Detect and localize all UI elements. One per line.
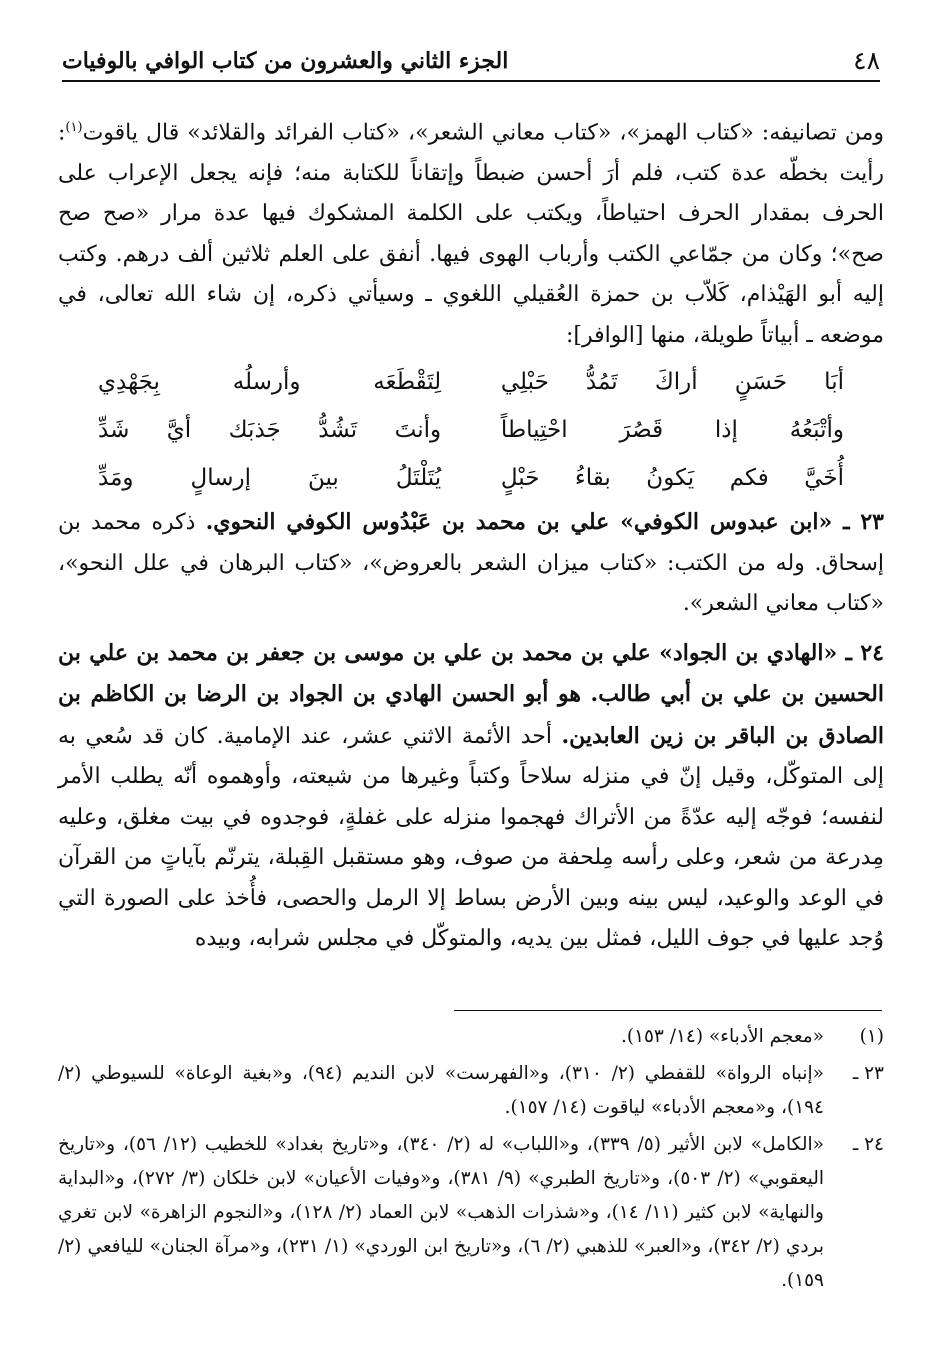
verse-second-hemistich: لِتَقْطَعَه وأرسلُه بِجَهْدِي [98, 369, 442, 396]
intro-paragraph [58, 108, 884, 356]
entry-24-heading: ٢٤ ـ «الهادي بن الجواد» علي بن محمد بن علي بن موسى بن جعفر بن محمد بن علي بن الحسين بن علي بن أبي طالب. هو أبو الحسن الهادي بن الجواد بن الرضا بن الكاظم بن الصادق بن الباقر بن زين العابدين. [58, 639, 885, 749]
verse-first-hemistich: وأتْبَعُهُ إذا قَصُرَ احْتِياطاً [500, 417, 844, 444]
poem-verses [58, 358, 884, 502]
page-number: ٤٨ [853, 46, 880, 75]
verse-line [58, 454, 884, 502]
intro-text-continued: : رأيت بخطّه عدة كتب، فلم أرَ أحسن ضبطاً وإتقاناً للكتابة منه؛ فإنه يجعل الإعراب على الحرف بمقدار الحرف احتياطاً، ويكتب على الكلمة المشكوك فيها عدة مرار «صح صح صح»؛ وكان من جمّاعي الكتب وأرباب الهوى فيها. أنفق على العلم ثلاثين ألف درهم. وكتب إليه أبو الهَيْذام، كَلاّب بن حمزة العُقيلي اللغوي ـ وسيأتي ذكره، إن شاء الله تعالى، في موضعه ـ أبياتاً طويلة، منها [الوافر]: [58, 120, 884, 348]
entry-24 [58, 633, 884, 960]
entry-23 [58, 502, 884, 625]
verse-first-hemistich: أبَا حَسَنٍ أراكَ تَمُدُّ حَبْلِي [500, 369, 844, 396]
footnote-text: «الكامل» لابن الأثير (٥/ ٣٣٩)، و«اللباب» له (٢/ ٣٤٠)، و«تاريخ بغداد» للخطيب (١٢/ ٥٦)، و«تاريخ اليعقوبي» (٢/ ٥٠٣)، و«تاريخ الطبري» (٩/ ٣٨١)، و«وفيات الأعيان» لابن خلكان (٣/ ٢٧٢)، و«البداية والنهاية» لابن كثير (١١/ ١٤)، و«شذرات الذهب» لابن العماد (٢/ ١٢٨)، و«النجوم الزاهرة» لابن تغري بردي (٢/ ٣٤٢)، و«العبر» للذهبي (٢/ ٦)، و«تاريخ ابن الوردي» (١/ ٢٣١)، و«مرآة الجنان» لليافعي (٢/ ١٥٩). [58, 1134, 825, 1291]
footnote-ref: ٢٤ ـ [852, 1134, 884, 1155]
footnotes [58, 1020, 884, 1301]
verse-second-hemistich: يُتَلْتَلُ بينَ إرسالٍ ومَدِّ [98, 465, 442, 492]
entry-23-heading: ٢٣ ـ «ابن عبدوس الكوفي» علي بن محمد بن عَبْدُوس الكوفي النحوي. [205, 509, 884, 536]
verse-line [58, 358, 884, 406]
footnote-divider [454, 1010, 882, 1011]
running-title: الجزء الثاني والعشرون من كتاب الوافي بالوفيات [62, 48, 509, 74]
footnote [58, 1128, 884, 1298]
footnote-ref: (١) [859, 1026, 884, 1047]
intro-text: ومن تصانيفه: «كتاب الهمز»، «كتاب معاني الشعر»، «كتاب الفرائد والقلائد» قال ياقوت [82, 120, 884, 146]
page-header [62, 42, 880, 82]
footnote [58, 1057, 884, 1125]
verse-second-hemistich: وأنتَ تَشُدُّ جَذبَك أيَّ شَدِّ [98, 417, 442, 444]
entry-23-text: ذكره محمد بن إسحاق. وله من الكتب: «كتاب ميزان الشعر بالعروض»، «كتاب البرهان في علل النحو»، «كتاب معاني الشعر». [58, 510, 884, 617]
footnote-marker: (١) [65, 120, 83, 135]
footnote-ref: ٢٣ ـ [852, 1063, 884, 1084]
main-text [58, 108, 884, 960]
footnote-text: «إنباه الرواة» للقفطي (٢/ ٣١٠)، و«الفهرست» لابن النديم (٩٤)، و«بغية الوعاة» للسيوطي (٢/ ١٩٤)، و«معجم الأدباء» لياقوت (١٤/ ١٥٧). [58, 1063, 825, 1118]
entry-24-text: أحد الأئمة الاثني عشر، عند الإمامية. كان قد سُعي به إلى المتوكّل، وقيل إنّ في منزله سلاحاً وكتباً وغيرها من شيعته، وأوهموه أنّه يطلب الأمر لنفسه؛ فوجّه إليه عدّةً من الأتراك فهجموا منزله على غفلةٍ، فوجدوه في بيت مغلق، وعليه مِدرعة من شعر، وعلى رأسه مِلحفة من صوف، وهو مستقبل القِبلة، يترنّم بآياتٍ من القرآن في الوعد والوعيد، ليس بينه وبين الأرض بساط إلا الرمل والحصى، فأُخذ على الصورة التي وُجد عليها في جوف الليل، فمثل بين يديه، والمتوكّل في مجلس شرابه، وبيده [58, 723, 884, 952]
footnote [58, 1020, 884, 1054]
verse-line [58, 406, 884, 454]
footnote-text: «معجم الأدباء» (١٤/ ١٥٣). [620, 1026, 824, 1047]
verse-first-hemistich: أُخَيَّ فكم يَكونُ بقاءُ حَبْلٍ [500, 465, 844, 492]
